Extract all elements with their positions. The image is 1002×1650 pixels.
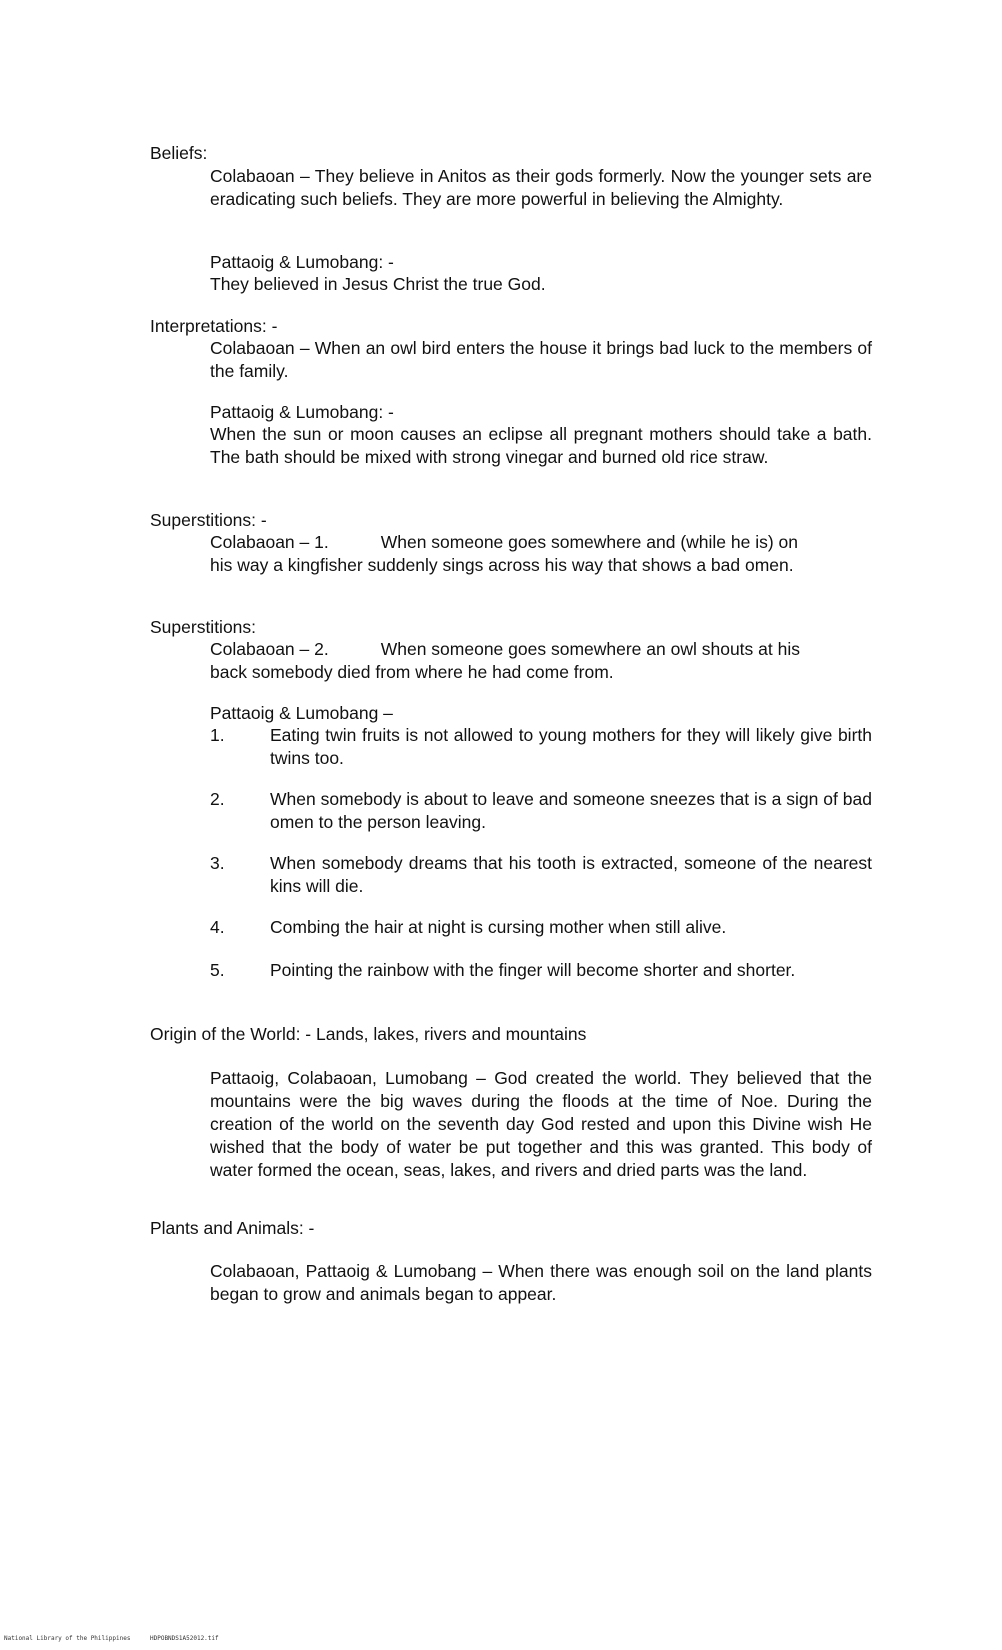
- interpretations-heading: Interpretations: -: [150, 316, 278, 336]
- list-item-number: 2.: [210, 789, 225, 809]
- interpretations-pattaoig-paragraph: When the sun or moon causes an eclipse all pregnant mothers should take a bath. The bath should be mixed with strong vinegar and burned old rice straw.: [210, 424, 872, 467]
- superstitions-2-pattaoig-label: Pattaoig & Lumobang –: [210, 703, 393, 723]
- list-item-number: 3.: [210, 853, 225, 873]
- interpretations-pattaoig-label: Pattaoig & Lumobang: -: [210, 402, 394, 422]
- superstitions-1-first-line: [210, 531, 872, 554]
- superstitions-1-marker: Colabaoan – 1.: [210, 532, 329, 552]
- list-item-number: 5.: [210, 960, 225, 980]
- list-item-text: Pointing the rainbow with the finger will become shorter and shorter.: [270, 960, 796, 980]
- superstitions-1-heading: Superstitions: -: [150, 510, 267, 530]
- origin-paragraph: Pattaoig, Colabaoan, Lumobang – God created the world. They believed that the mountains were the big waves during the floods at the time of Noe. During the creation of the world on the seventh day God rested and upon this Divine wish He wished that the body of water be put together and this was granted. This body of water formed the ocean, seas, lakes, and rivers and dried parts was the land.: [210, 1068, 872, 1180]
- plants-paragraph: Colabaoan, Pattaoig & Lumobang – When there was enough soil on the land plants began to grow and animals began to appear.: [210, 1261, 872, 1304]
- beliefs-colabaoan-paragraph: Colabaoan – They believe in Anitos as their gods formerly. Now the younger sets are eradicating such beliefs. They are more powerful in believing the Almighty.: [210, 166, 872, 209]
- superstitions-2-paragraph: [210, 638, 872, 684]
- superstitions-2-marker: Colabaoan – 2.: [210, 639, 329, 659]
- superstitions-2-rest-text: back somebody died from where he had come from.: [210, 662, 614, 682]
- beliefs-heading: Beliefs:: [150, 143, 208, 163]
- superstitions-2-first-text: When someone goes somewhere an owl shouts at his: [380, 639, 800, 659]
- list-item-number: 1.: [210, 725, 225, 745]
- list-item-text: Combing the hair at night is cursing mother when still alive.: [270, 917, 727, 937]
- footer-file-name: HDPOBNDS1A52012.tif: [150, 1635, 219, 1642]
- superstitions-1-first-text: When someone goes somewhere and (while he is) on: [380, 532, 799, 552]
- list-item-number: 4.: [210, 917, 225, 937]
- superstitions-2-heading: Superstitions:: [150, 617, 257, 637]
- list-item-text: Eating twin fruits is not allowed to young mothers for they will likely give birth twins too.: [270, 725, 872, 768]
- interpretations-colabaoan-paragraph: Colabaoan – When an owl bird enters the house it brings bad luck to the members of the family.: [210, 338, 872, 381]
- superstitions-1-rest-text: his way a kingfisher suddenly sings across his way that shows a bad omen.: [210, 555, 794, 575]
- list-item-text: When somebody dreams that his tooth is extracted, someone of the nearest kins will die.: [270, 853, 872, 896]
- superstitions-2-first-line: [210, 638, 872, 661]
- superstitions-1-paragraph: [210, 531, 872, 577]
- plants-heading: Plants and Animals: -: [150, 1218, 315, 1238]
- origin-heading: Origin of the World: - Lands, lakes, rivers and mountains: [150, 1024, 587, 1044]
- list-item-text: When somebody is about to leave and someone sneezes that is a sign of bad omen to the person leaving.: [270, 789, 872, 832]
- beliefs-pattaoig-label: Pattaoig & Lumobang: -: [210, 252, 394, 272]
- beliefs-pattaoig-paragraph: They believed in Jesus Christ the true God.: [210, 274, 546, 294]
- footer-library-stamp: National Library of the Philippines: [4, 1635, 131, 1642]
